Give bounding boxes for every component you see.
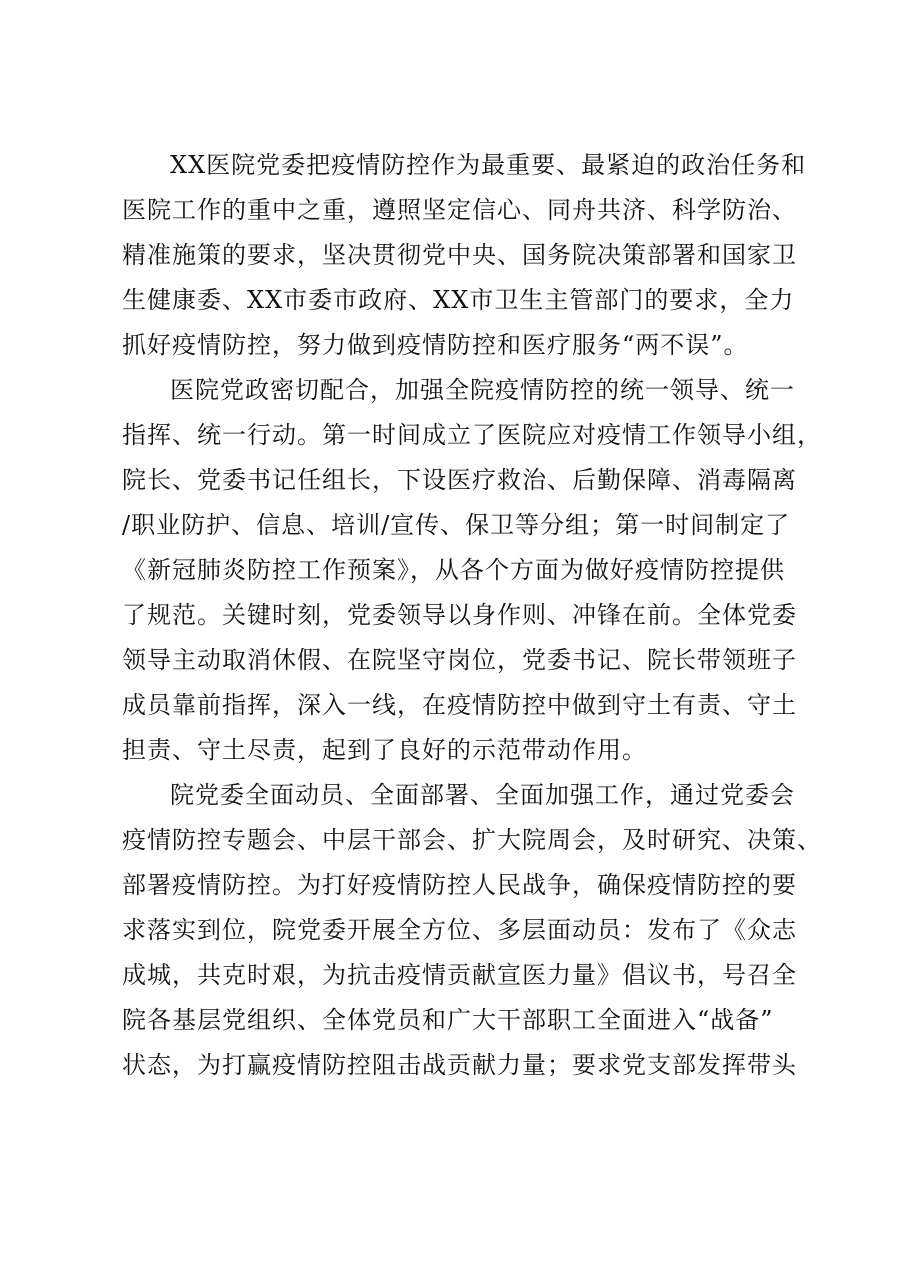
paragraph-line: 生健康委、XX市委市政府、XX市卫生主管部门的要求，全力	[122, 286, 795, 314]
paragraph-line: 精准施策的要求，坚决贯彻党中央、国务院决策部署和国家卫	[122, 241, 797, 269]
paragraph-line: 医院工作的重中之重，遵照坚定信心、同舟共济、科学防治、	[122, 196, 797, 224]
paragraph-line: 求落实到位，院党委开展全方位、多层面动员：发布了《众志	[122, 916, 797, 944]
paragraph-line: 院长、党委书记任组长，下设医疗救治、后勤保障、消毒隔离	[122, 466, 797, 494]
paragraph-line: 成城，共克时艰，为抗击疫情贡献宣医力量》倡议书，号召全	[122, 961, 797, 989]
paragraph-line: 领导主动取消休假、在院坚守岗位，党委书记、院长带领班子	[122, 646, 797, 674]
paragraph-line: 了规范。关键时刻，党委领导以身作则、冲锋在前。全体党委	[122, 601, 797, 629]
paragraph-line: /职业防护、信息、培训/宣传、保卫等分组；第一时间制定了	[122, 511, 791, 539]
paragraph-line: 成员靠前指挥，深入一线，在疫情防控中做到守土有责、守土	[122, 691, 797, 719]
paragraph-line: XX医院党委把疫情防控作为最重要、最紧迫的政治任务和	[170, 151, 807, 179]
paragraph-line: 院各基层党组织、全体党员和广大干部职工全面进入“战备”	[122, 1006, 774, 1034]
paragraph-line: 抓好疫情防控，努力做到疫情防控和医疗服务“两不误”。	[122, 331, 749, 359]
paragraph-line: 指挥、统一行动。第一时间成立了医院应对疫情工作领导小组，	[122, 421, 822, 449]
paragraph-line: 《新冠肺炎防控工作预案》，从各个方面为做好疫情防控提供	[122, 556, 785, 584]
paragraph-leadership	[122, 368, 822, 773]
paragraph-line: 院党委全面动员、全面部署、全面加强工作，通过党委会	[170, 781, 795, 809]
paragraph-mobilization	[122, 773, 822, 1088]
paragraph-line: 医院党政密切配合，加强全院疫情防控的统一领导、统一	[170, 376, 795, 404]
paragraph-line: 部署疫情防控。为打好疫情防控人民战争，确保疫情防控的要	[122, 871, 797, 899]
paragraph-line: 担责、守土尽责，起到了良好的示范带动作用。	[122, 736, 647, 764]
document-body	[122, 143, 822, 1088]
paragraph-line: 疫情防控专题会、中层干部会、扩大院周会，及时研究、决策、	[122, 826, 822, 854]
paragraph-epidemic-priority	[122, 143, 807, 368]
paragraph-line: 状态，为打赢疫情防控阻击战贡献力量；要求党支部发挥带头	[122, 1051, 797, 1079]
